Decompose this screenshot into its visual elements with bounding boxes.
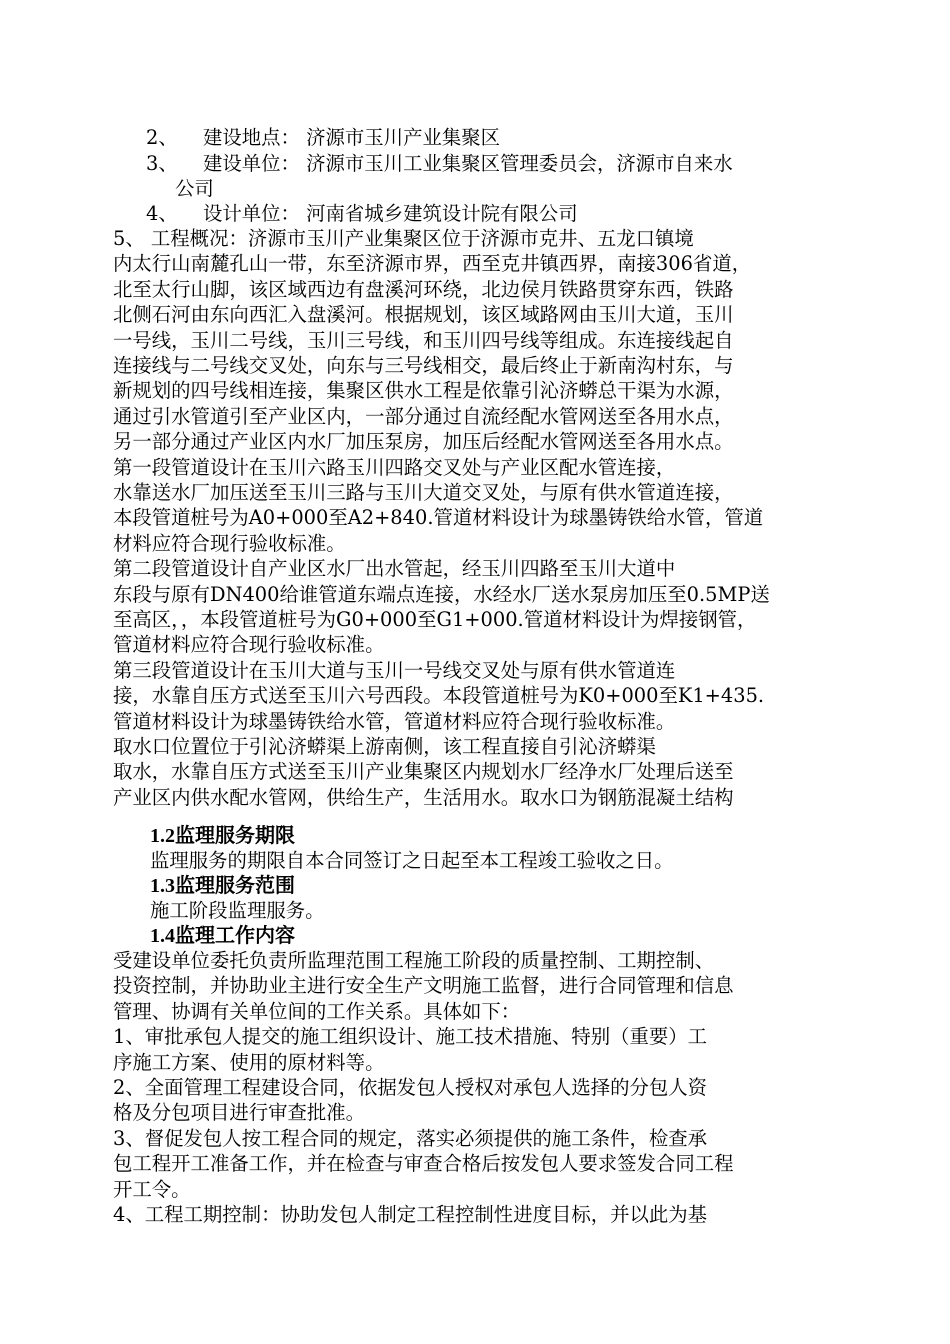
overview-line: 东段与原有DN400给谁管道东端点连接，水经水厂送水泵房加压至0.5MP送 bbox=[113, 582, 770, 606]
overview-line: 取水口位置位于引沁济蟒渠上游南侧，该工程直接自引沁济蟒渠 bbox=[113, 735, 656, 758]
info-item-3-number: 3、 bbox=[146, 152, 178, 175]
overview-line: 管道材料应符合现行验收标准。 bbox=[113, 633, 385, 657]
overview-line: 第一段管道设计在玉川六路玉川四路交叉处与产业区配水管连接， bbox=[113, 455, 676, 479]
overview-line: 产业区内供水配水管网，供给生产，生活用水。取水口为钢筋混凝土结构 bbox=[113, 785, 734, 809]
overview-line: 5、 工程概况：济源市玉川产业集聚区位于济源市克井、五龙口镇境 bbox=[113, 227, 694, 250]
overview-line: 第二段管道设计自产业区水厂出水管起，经玉川四路至玉川大道中 bbox=[113, 557, 676, 581]
overview-line: 新规划的四号线相连接，集聚区供水工程是依靠引沁济蟒总干渠为水源， bbox=[113, 379, 734, 403]
section-1-4-line: 投资控制，并协助业主进行安全生产文明施工监督，进行合同管理和信息 bbox=[113, 974, 734, 998]
info-item-4-number: 4、 bbox=[146, 202, 178, 225]
overview-line: 管道材料设计为球墨铸铁给水管，管道材料应符合现行验收标准。 bbox=[113, 709, 676, 733]
section-1-4-line: 2、全面管理工程建设合同，依据发包人授权对承包人选择的分包人资 bbox=[113, 1076, 708, 1099]
info-item-3-text: 建设单位： 济源市玉川工业集聚区管理委员会，济源市自来水 bbox=[203, 152, 733, 175]
section-1-2-body: 监理服务的期限自本合同签订之日起至本工程竣工验收之日。 bbox=[150, 849, 674, 872]
section-1-4-line: 开工令。 bbox=[113, 1177, 191, 1201]
info-item-2-number: 2、 bbox=[146, 126, 178, 149]
overview-line: 水靠送水厂加压送至玉川三路与玉川大道交叉处，与原有供水管道连接， bbox=[113, 481, 734, 504]
overview-line: 接，水靠自压方式送至玉川六号西段。本段管道桩号为K0+000至K1+435. bbox=[113, 684, 765, 708]
overview-line: 第三段管道设计在玉川大道与玉川一号线交叉处与原有供水管道连 bbox=[113, 658, 676, 682]
info-item-4-text: 设计单位： 河南省城乡建筑设计院有限公司 bbox=[203, 202, 578, 225]
overview-line: 材料应符合现行验收标准。 bbox=[113, 531, 346, 555]
info-item-3-continuation: 公司 bbox=[175, 177, 214, 200]
section-1-4-line: 包工程开工准备工作，并在检查与审查合格后按发包人要求签发合同工程 bbox=[113, 1152, 734, 1176]
overview-line: 取水，水靠自压方式送至玉川产业集聚区内规划水厂经净水厂处理后送至 bbox=[113, 760, 734, 784]
section-1-4-line: 3、督促发包人按工程合同的规定，落实必须提供的施工条件，检查承 bbox=[113, 1126, 708, 1150]
info-item-2-text: 建设地点： 济源市玉川产业集聚区 bbox=[203, 126, 501, 149]
section-1-3-heading: 1.3监理服务范围 bbox=[150, 875, 295, 897]
overview-line: 连接线与二号线交叉处，向东与三号线相交，最后终止于新南沟村东，与 bbox=[113, 354, 734, 377]
overview-line: 北侧石河由东向西汇入盘溪河。根据规划，该区域路网由玉川大道，玉川 bbox=[113, 303, 734, 327]
overview-line: 内太行山南麓孔山一带，东至济源市界，西至克井镇西界，南接306省道， bbox=[113, 252, 752, 276]
overview-line: 北至太行山脚，该区域西边有盘溪河环绕，北边侯月铁路贯穿东西，铁路 bbox=[113, 277, 734, 301]
overview-line: 一号线，玉川二号线，玉川三号线，和玉川四号线等组成。东连接线起自 bbox=[113, 328, 734, 352]
section-1-3-body: 施工阶段监理服务。 bbox=[150, 899, 325, 922]
section-1-4-line: 序施工方案、使用的原材料等。 bbox=[113, 1050, 385, 1074]
overview-line: 另一部分通过产业区内水厂加压泵房，加压后经配水管网送至各用水点。 bbox=[113, 430, 734, 454]
overview-line: 本段管道桩号为A0+000至A2+840.管道材料设计为球墨铸铁给水管，管道 bbox=[113, 506, 764, 530]
section-1-4-line: 格及分包项目进行审查批准。 bbox=[113, 1101, 366, 1125]
overview-line: 通过引水管道引至产业区内，一部分通过自流经配水管网送至各用水点， bbox=[113, 404, 734, 428]
section-1-4-line: 4、工程工期控制：协助发包人制定工程控制性进度目标，并以此为基 bbox=[113, 1203, 708, 1226]
section-1-4-line: 受建设单位委托负责所监理范围工程施工阶段的质量控制、工期控制、 bbox=[113, 949, 715, 972]
section-1-4-line: 管理、协调有关单位间的工作关系。具体如下： bbox=[113, 999, 521, 1023]
section-1-4-line: 1、审批承包人提交的施工组织设计、施工技术措施、特别（重要）工 bbox=[113, 1025, 708, 1049]
section-1-2-heading: 1.2监理服务期限 bbox=[150, 825, 295, 847]
section-1-4-heading: 1.4监理工作内容 bbox=[150, 925, 295, 947]
overview-line: 至高区，，本段管道桩号为G0+000至G1+000.管道材料设计为焊接钢管， bbox=[113, 608, 757, 631]
